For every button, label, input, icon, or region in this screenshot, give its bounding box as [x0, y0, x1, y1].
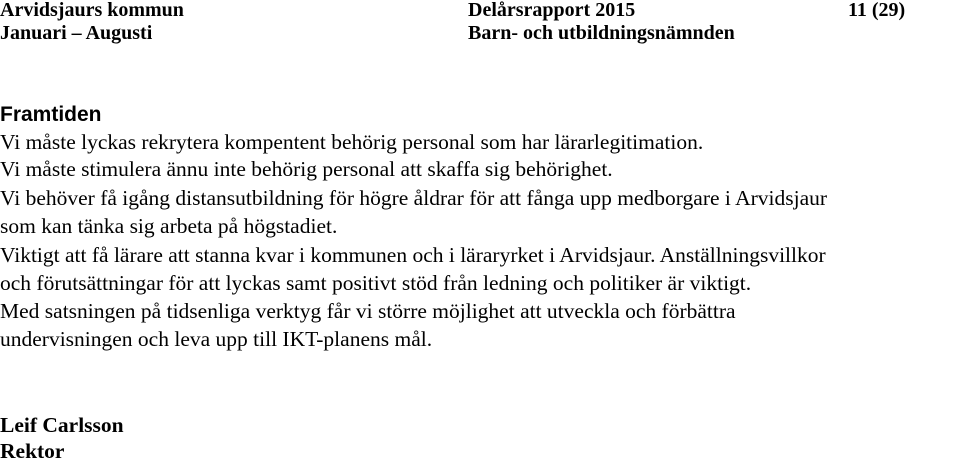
header-report-title: Delårsrapport 2015: [468, 0, 636, 21]
header-board: Barn- och utbildningsnämnden: [468, 22, 735, 44]
body-line: Vi måste stimulera ännu inte behörig personal att skaffa sig behörighet.: [0, 157, 613, 181]
header-org: Arvidsjaurs kommun: [0, 0, 184, 21]
signature-title: Rektor: [0, 439, 65, 463]
body-line: Med satsningen på tidsenliga verktyg får vi större möjlighet att utveckla och förbättra: [0, 299, 736, 323]
body-line: och förutsättningar för att lyckas samt positivt stöd från ledning och politiker är viktigt.: [0, 271, 752, 295]
body-line: som kan tänka sig arbeta på högstadiet.: [0, 214, 338, 238]
signature-name: Leif Carlsson: [0, 413, 124, 437]
body-line: Viktigt att få lärare att stanna kvar i kommunen och i läraryrket i Arvidsjaur. Anställningsvillkor: [0, 243, 826, 267]
body-line: Vi behöver få igång distansutbildning för högre åldrar för att fånga upp medborgare i Arvidsjaur: [0, 186, 828, 210]
body-line: undervisningen och leva upp till IKT-planens mål.: [0, 327, 433, 351]
header-period: Januari – Augusti: [0, 22, 153, 44]
body-line: Vi måste lyckas rekrytera kompentent behörig personal som har lärarlegitimation.: [0, 130, 704, 154]
header-page-number: 11 (29): [848, 0, 906, 21]
section-heading: Framtiden: [0, 103, 102, 126]
